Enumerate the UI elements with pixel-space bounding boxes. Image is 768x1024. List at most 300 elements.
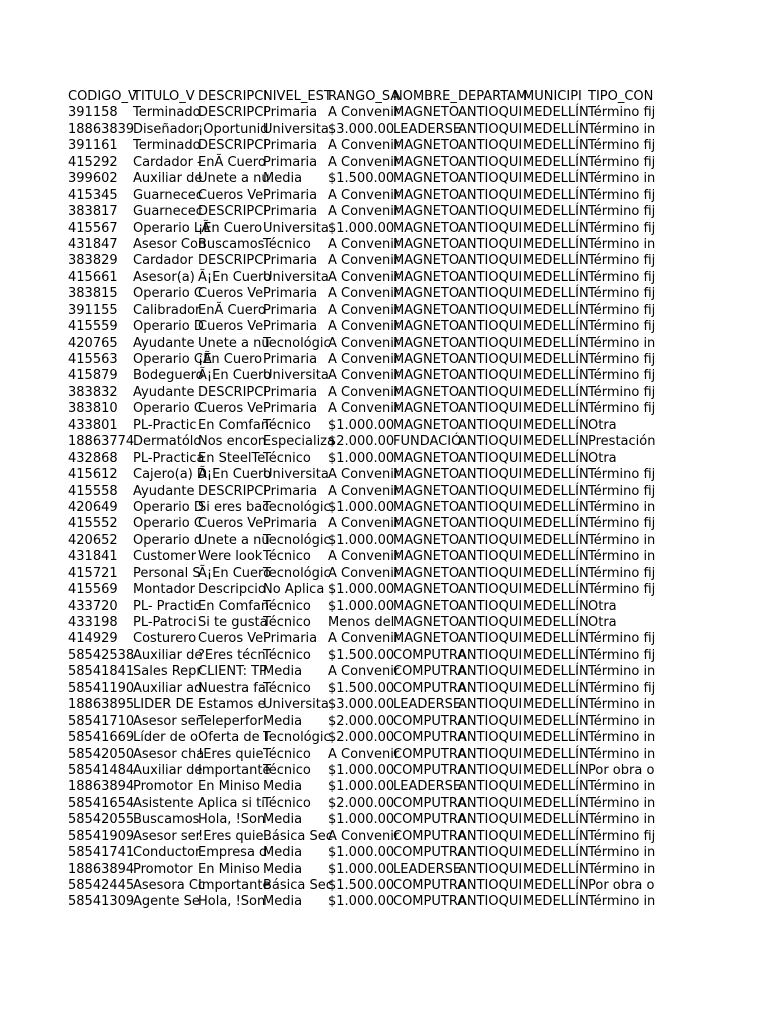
table-cell[interactable]: 415563 [68,352,118,367]
table-cell[interactable]: MEDELLÍN [523,335,589,351]
table-cell[interactable]: Ayudante [133,384,195,400]
table-cell[interactable]: MEDELLÍN [523,894,589,910]
table-cell[interactable]: MEDELLÍN [523,483,589,499]
table-cell[interactable]: ANTIOQUI [458,154,523,170]
table-cell[interactable]: Agente Se [133,894,200,910]
table-cell[interactable]: A Convenir [328,664,400,680]
table-cell[interactable]: No Aplica [263,582,325,598]
table-cell[interactable]: Primaria [263,302,318,318]
header-cell[interactable]: TITULO_V [133,89,195,104]
table-cell[interactable]: ANTIOQUI [458,532,523,548]
table-cell[interactable]: 18863895 [68,697,135,713]
table-cell[interactable]: Por obra o [588,878,655,893]
table-cell[interactable]: MEDELLÍN [523,516,589,532]
table-cell[interactable]: Término in [588,335,656,351]
table-cell[interactable]: MEDELLÍN [523,450,589,466]
table-cell[interactable]: MEDELLÍN [523,713,589,729]
table-cell[interactable]: Montador [133,582,196,598]
table-cell[interactable]: Término fij [588,154,656,170]
table-cell[interactable]: MAGNETO [393,154,460,170]
table-cell[interactable]: Término in [588,532,656,548]
table-cell[interactable]: Empresa d [198,845,268,861]
table-cell[interactable]: MAGNETO [393,286,460,302]
table-cell[interactable]: ANTIOQUI [458,647,523,663]
table-cell[interactable]: COMPUTRA [393,713,467,729]
table-cell[interactable]: $1.000.00 [328,598,395,614]
table-cell[interactable]: $1.500.00 [328,878,395,893]
table-cell[interactable]: 58541190 [68,680,135,696]
table-cell[interactable]: ANTIOQUI [458,105,523,121]
table-cell[interactable]: MEDELLÍN [523,467,589,483]
table-cell[interactable]: MAGNETO [393,220,460,236]
table-cell[interactable]: Término fij [588,384,656,400]
table-cell[interactable]: !Eres quie [198,746,264,762]
table-cell[interactable]: Término in [588,697,656,713]
table-cell[interactable]: ANTIOQUI [458,795,523,811]
header-cell[interactable]: RANGO_SA [328,89,400,104]
table-cell[interactable]: PL-Patroci [133,615,197,630]
table-cell[interactable]: Término fij [588,680,656,696]
table-cell[interactable]: ANTIOQUI [458,121,523,137]
table-cell[interactable]: Técnico [263,795,311,811]
table-cell[interactable]: Término in [588,121,656,137]
table-cell[interactable]: Guarnecec [133,187,203,203]
table-cell[interactable]: Término in [588,779,656,795]
table-cell[interactable]: Hola, !Son [198,812,266,828]
table-cell[interactable]: Término fij [588,828,656,844]
table-cell[interactable]: COMPUTRA [393,730,467,746]
table-cell[interactable]: MEDELLÍN [523,171,589,187]
table-cell[interactable]: MAGNETO [393,352,460,367]
table-cell[interactable]: MAGNETO [393,417,460,433]
table-cell[interactable]: 414929 [68,631,118,647]
table-cell[interactable]: Conductor [133,845,201,861]
table-cell[interactable]: ANTIOQUI [458,401,523,417]
table-cell[interactable]: EnÃ Cuero [198,154,266,170]
table-cell[interactable]: 58541841 [68,664,135,680]
table-cell[interactable]: Primaria [263,631,318,647]
table-cell[interactable]: MEDELLÍN [523,532,589,548]
table-cell[interactable]: ANTIOQUI [458,319,523,335]
table-cell[interactable]: Media [263,861,303,877]
header-cell[interactable]: DEPARTAM [458,89,528,104]
table-cell[interactable]: Nuestra fa [198,680,266,696]
table-cell[interactable]: A Convenir [328,269,400,285]
table-cell[interactable]: Operario D [133,499,204,515]
table-cell[interactable]: MEDELLÍN [523,795,589,811]
table-cell[interactable]: 433801 [68,417,118,433]
table-cell[interactable]: Oferta de I [198,730,268,746]
table-cell[interactable]: ANTIOQUI [458,894,523,910]
table-cell[interactable]: COMPUTRA [393,762,467,778]
table-cell[interactable]: Término fij [588,302,656,318]
table-cell[interactable]: Término fij [588,319,656,335]
table-cell[interactable]: Asesor ser [133,828,201,844]
table-cell[interactable]: 420652 [68,532,118,548]
table-cell[interactable]: Término fij [588,582,656,598]
table-cell[interactable]: $1.000.00 [328,762,395,778]
table-cell[interactable]: A Convenir [328,483,400,499]
table-cell[interactable]: ANTIOQUI [458,746,523,762]
table-cell[interactable]: ANTIOQUI [458,483,523,499]
table-cell[interactable]: A Convenir [328,828,400,844]
table-cell[interactable]: 433198 [68,615,118,630]
table-cell[interactable]: MAGNETO [393,335,460,351]
table-cell[interactable]: MEDELLÍN [523,269,589,285]
table-cell[interactable]: Término fij [588,269,656,285]
table-cell[interactable]: ANTIOQUI [458,171,523,187]
table-cell[interactable]: $1.000.00 [328,812,395,828]
table-cell[interactable]: A Convenir [328,549,400,565]
table-cell[interactable]: Primaria [263,286,318,302]
table-cell[interactable]: 415721 [68,565,118,581]
table-cell[interactable]: $1.000.00 [328,499,395,515]
table-cell[interactable]: Término in [588,713,656,729]
table-cell[interactable]: $2.000.00 [328,795,395,811]
table-cell[interactable]: $1.000.00 [328,845,395,861]
table-cell[interactable]: En Miniso [198,779,260,795]
table-cell[interactable]: Unete a nu [198,171,270,187]
table-cell[interactable]: ANTIOQUI [458,253,523,269]
table-cell[interactable]: 58542445 [68,878,135,893]
table-cell[interactable]: Técnico [263,647,311,663]
table-cell[interactable]: MEDELLÍN [523,647,589,663]
table-cell[interactable]: MEDELLÍN [523,434,589,450]
table-cell[interactable]: MAGNETO [393,532,460,548]
table-cell[interactable]: Personal S [133,565,201,581]
table-cell[interactable]: MAGNETO [393,187,460,203]
table-cell[interactable]: Buscamos [198,236,265,252]
table-cell[interactable]: 391158 [68,105,118,121]
table-cell[interactable]: ANTIOQUI [458,138,523,154]
table-cell[interactable]: MEDELLÍN [523,697,589,713]
table-cell[interactable]: Aplica si ti [198,795,265,811]
table-cell[interactable]: Media [263,664,303,680]
header-cell[interactable]: CODIGO_V [68,89,137,104]
table-cell[interactable]: Promotor [133,861,193,877]
table-cell[interactable]: 433720 [68,598,118,614]
table-cell[interactable]: Otra [588,417,617,433]
table-cell[interactable]: MAGNETO [393,319,460,335]
table-cell[interactable]: 383810 [68,401,118,417]
table-cell[interactable]: Universita [263,121,329,137]
table-cell[interactable]: $1.500.00 [328,171,395,187]
table-cell[interactable]: Media [263,171,303,187]
table-cell[interactable]: 415879 [68,368,118,384]
table-cell[interactable]: MAGNETO [393,565,460,581]
table-cell[interactable]: Guarnecec [133,204,203,220]
table-cell[interactable]: Término in [588,549,656,565]
table-cell[interactable]: Ayudante [133,483,195,499]
table-cell[interactable]: Asesor Con [133,236,207,252]
table-cell[interactable]: MAGNETO [393,516,460,532]
table-cell[interactable]: 58541909 [68,828,135,844]
table-cell[interactable]: DESCRIPCI [198,138,268,154]
table-cell[interactable]: MEDELLÍN [523,187,589,203]
table-cell[interactable]: PL-Practic [133,417,197,433]
table-cell[interactable]: ANTIOQUI [458,730,523,746]
table-cell[interactable]: ANTIOQUI [458,713,523,729]
table-cell[interactable]: MEDELLÍN [523,154,589,170]
table-cell[interactable]: 58542050 [68,746,135,762]
table-cell[interactable]: Primaria [263,253,318,269]
table-cell[interactable]: Terminado [133,105,201,121]
table-cell[interactable]: Tecnológic [263,499,331,515]
table-cell[interactable]: ANTIOQUI [458,352,523,367]
table-cell[interactable]: Técnico [263,236,311,252]
table-cell[interactable]: $3.000.00 [328,121,395,137]
table-cell[interactable]: COMPUTRA [393,664,467,680]
table-cell[interactable]: ¡En Cuero [198,352,263,367]
table-cell[interactable]: 391161 [68,138,118,154]
table-cell[interactable]: A Convenir [328,401,400,417]
table-cell[interactable]: 415559 [68,319,118,335]
table-cell[interactable]: ANTIOQUI [458,697,523,713]
table-cell[interactable]: Cueros Vel [198,286,267,302]
table-cell[interactable]: Primaria [263,401,318,417]
table-cell[interactable]: MEDELLÍN [523,845,589,861]
table-cell[interactable]: A Convenir [328,319,400,335]
table-cell[interactable]: Tecnológic [263,532,331,548]
table-cell[interactable]: Término fij [588,516,656,532]
table-cell[interactable]: Ã¡En Cuero [198,368,272,384]
table-cell[interactable]: Primaria [263,352,318,367]
table-cell[interactable]: Término fij [588,138,656,154]
table-cell[interactable]: MAGNETO [393,368,460,384]
table-cell[interactable]: ANTIOQUI [458,565,523,581]
table-cell[interactable]: Auxiliar de [133,647,203,663]
table-cell[interactable]: MEDELLÍN [523,878,589,893]
table-cell[interactable]: Universita [263,467,329,483]
table-cell[interactable]: MAGNETO [393,269,460,285]
table-cell[interactable]: ANTIOQUI [458,269,523,285]
table-cell[interactable]: MEDELLÍN [523,302,589,318]
table-cell[interactable]: A Convenir [328,384,400,400]
table-cell[interactable]: Técnico [263,417,311,433]
table-cell[interactable]: Término in [588,795,656,811]
table-cell[interactable]: Auxiliar ad [133,680,203,696]
table-cell[interactable]: MAGNETO [393,615,460,630]
table-cell[interactable]: ANTIOQUI [458,499,523,515]
table-cell[interactable]: 415612 [68,467,118,483]
table-cell[interactable]: 18863894 [68,861,135,877]
header-cell[interactable]: TIPO_CON [588,89,654,104]
table-cell[interactable]: MAGNETO [393,171,460,187]
table-cell[interactable]: LEADERSE [393,779,462,795]
table-cell[interactable]: LEADERSE [393,861,462,877]
table-cell[interactable]: DESCRIPCI [198,204,268,220]
table-cell[interactable]: MAGNETO [393,138,460,154]
table-cell[interactable]: Por obra o [588,762,655,778]
table-cell[interactable]: Especializa [263,434,335,450]
table-cell[interactable]: MAGNETO [393,253,460,269]
table-cell[interactable]: 58542538 [68,647,135,663]
table-cell[interactable]: A Convenir [328,138,400,154]
table-cell[interactable]: Customer [133,549,197,565]
table-cell[interactable]: ANTIOQUI [458,368,523,384]
table-cell[interactable]: Cueros Vel [198,187,267,203]
table-cell[interactable]: Primaria [263,483,318,499]
table-cell[interactable]: Término in [588,236,656,252]
header-cell[interactable]: NIVEL_EST [263,89,332,104]
table-cell[interactable]: Ayudante [133,335,195,351]
table-cell[interactable]: Primaria [263,105,318,121]
header-cell[interactable]: DESCRIPCI [198,89,268,104]
table-cell[interactable]: Técnico [263,680,311,696]
table-cell[interactable]: ANTIOQUI [458,549,523,565]
table-cell[interactable]: Término in [588,499,656,515]
table-cell[interactable]: A Convenir [328,746,400,762]
table-cell[interactable]: PL-Practica [133,450,205,466]
table-cell[interactable]: MEDELLÍN [523,352,589,367]
table-cell[interactable]: MAGNETO [393,302,460,318]
table-cell[interactable]: ANTIOQUI [458,516,523,532]
table-cell[interactable]: Término in [588,664,656,680]
table-cell[interactable]: Término fij [588,105,656,121]
table-cell[interactable]: 383832 [68,384,118,400]
table-cell[interactable]: 18863839 [68,121,135,137]
table-cell[interactable]: 58541669 [68,730,135,746]
table-cell[interactable]: Bodeguero [133,368,204,384]
table-cell[interactable]: 58542055 [68,812,135,828]
table-cell[interactable]: 415552 [68,516,118,532]
table-cell[interactable]: ANTIOQUI [458,615,523,630]
table-cell[interactable]: Primaria [263,204,318,220]
table-cell[interactable]: MAGNETO [393,631,460,647]
table-cell[interactable]: 391155 [68,302,118,318]
table-cell[interactable]: MEDELLÍN [523,417,589,433]
table-cell[interactable]: Técnico [263,549,311,565]
table-cell[interactable]: 431841 [68,549,118,565]
table-cell[interactable]: Término fij [588,220,656,236]
table-cell[interactable]: A Convenir [328,154,400,170]
table-cell[interactable]: Término fij [588,483,656,499]
table-cell[interactable]: Cueros Vel [198,319,267,335]
table-cell[interactable]: MEDELLÍN [523,828,589,844]
table-cell[interactable]: Término fij [588,204,656,220]
table-cell[interactable]: 432868 [68,450,118,466]
table-cell[interactable]: Unete a nu [198,335,270,351]
table-cell[interactable]: Hola, !Son [198,894,266,910]
table-cell[interactable]: MEDELLÍN [523,680,589,696]
table-cell[interactable]: Importante [198,878,271,893]
table-cell[interactable]: 58541741 [68,845,135,861]
table-cell[interactable]: COMPUTRA [393,845,467,861]
table-cell[interactable]: MAGNETO [393,401,460,417]
table-cell[interactable]: ANTIOQUI [458,286,523,302]
table-cell[interactable]: MEDELLÍN [523,598,589,614]
table-cell[interactable]: 415567 [68,220,118,236]
table-cell[interactable]: Básica Sec [263,828,333,844]
table-cell[interactable]: ANTIOQUI [458,762,523,778]
table-cell[interactable]: Término fij [588,467,656,483]
table-cell[interactable]: 415569 [68,582,118,598]
table-cell[interactable]: MEDELLÍN [523,121,589,137]
table-cell[interactable]: Asesora Cc [133,878,206,893]
table-cell[interactable]: En Comfan [198,417,270,433]
table-cell[interactable]: ANTIOQUI [458,302,523,318]
table-cell[interactable]: MEDELLÍN [523,220,589,236]
table-cell[interactable]: En Comfan [198,598,270,614]
table-cell[interactable]: Asesor(a) [133,269,195,285]
table-cell[interactable]: Auxiliar de [133,171,203,187]
table-cell[interactable]: Terminado [133,138,201,154]
table-cell[interactable]: Término in [588,746,656,762]
table-cell[interactable]: En SteelTe [198,450,266,466]
table-cell[interactable]: MAGNETO [393,598,460,614]
table-cell[interactable]: 415661 [68,269,118,285]
table-cell[interactable]: 415345 [68,187,118,203]
table-cell[interactable]: A Convenir [328,302,400,318]
table-cell[interactable]: 58541710 [68,713,135,729]
table-cell[interactable]: LEADERSE [393,121,462,137]
table-cell[interactable]: DESCRIPCI [198,483,268,499]
table-cell[interactable]: MEDELLÍN [523,631,589,647]
table-cell[interactable]: Otra [588,598,617,614]
table-cell[interactable]: $2.000.00 [328,434,395,450]
table-cell[interactable]: A Convenir [328,204,400,220]
table-cell[interactable]: MEDELLÍN [523,664,589,680]
table-cell[interactable]: Operario LÃ [133,220,211,236]
table-cell[interactable]: Término fij [588,401,656,417]
table-cell[interactable]: Menos del [328,615,395,630]
table-cell[interactable]: Operario C [133,401,203,417]
table-cell[interactable]: Cardador [133,253,193,269]
table-cell[interactable]: ANTIOQUI [458,204,523,220]
table-cell[interactable]: MAGNETO [393,467,460,483]
table-cell[interactable]: Ã¡En Cuero [198,565,272,581]
table-cell[interactable]: Primaria [263,516,318,532]
table-cell[interactable]: ANTIOQUI [458,236,523,252]
table-cell[interactable]: Término in [588,845,656,861]
table-cell[interactable]: Media [263,713,303,729]
table-cell[interactable]: Cueros Vel [198,516,267,532]
table-cell[interactable]: Término fij [588,187,656,203]
table-cell[interactable]: ANTIOQUI [458,878,523,893]
table-cell[interactable]: MEDELLÍN [523,779,589,795]
table-cell[interactable]: Auxiliar de [133,762,203,778]
table-cell[interactable]: Término in [588,730,656,746]
table-cell[interactable]: Tecnológic [263,335,331,351]
table-cell[interactable]: Teleperfor [198,713,263,729]
table-cell[interactable]: MAGNETO [393,582,460,598]
table-cell[interactable]: $1.000.00 [328,861,395,877]
table-cell[interactable]: Promotor [133,779,193,795]
table-cell[interactable]: $1.000.00 [328,894,395,910]
table-cell[interactable]: Término fij [588,253,656,269]
table-cell[interactable]: Primaria [263,319,318,335]
table-cell[interactable]: Término in [588,894,656,910]
table-cell[interactable]: ANTIOQUI [458,812,523,828]
table-cell[interactable]: ANTIOQUI [458,384,523,400]
table-cell[interactable]: PL- Practic [133,598,201,614]
table-cell[interactable]: MEDELLÍN [523,368,589,384]
table-cell[interactable]: MEDELLÍN [523,253,589,269]
table-cell[interactable]: ¡En Cuero [198,220,263,236]
table-cell[interactable]: MEDELLÍN [523,319,589,335]
table-cell[interactable]: Importante [198,762,271,778]
table-cell[interactable]: ANTIOQUI [458,680,523,696]
table-cell[interactable]: A Convenir [328,253,400,269]
table-cell[interactable]: Were look [198,549,263,565]
table-cell[interactable]: Operario C [133,516,203,532]
table-cell[interactable]: MAGNETO [393,450,460,466]
table-cell[interactable]: A Convenir [328,516,400,532]
table-cell[interactable]: ANTIOQUI [458,664,523,680]
table-cell[interactable]: Sales Repr [133,664,202,680]
table-cell[interactable]: Técnico [263,746,311,762]
table-cell[interactable]: MEDELLÍN [523,730,589,746]
